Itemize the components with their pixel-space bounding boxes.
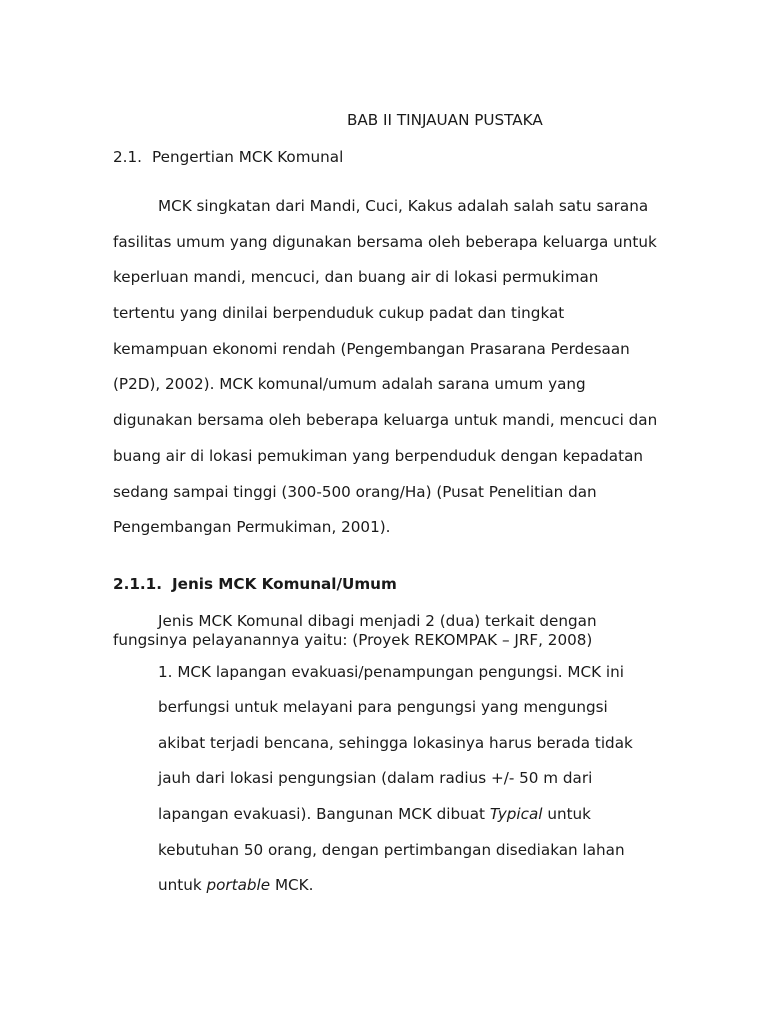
paragraph2-line: Jenis MCK Komunal dibagi menjadi 2 (dua) terkait dengan [158, 612, 597, 630]
paragraph1-line: sedang sampai tinggi (300-500 orang/Ha) (Pusat Penelitian dan [113, 483, 597, 501]
list-text: untuk [158, 876, 207, 894]
list-item-line [158, 875, 313, 895]
paragraph1-line: fasilitas umum yang digunakan bersama oleh beberapa keluarga untuk [113, 233, 657, 251]
list-item-line: 1. MCK lapangan evakuasi/penampungan pengungsi. MCK ini [158, 663, 624, 681]
paragraph1-line: MCK singkatan dari Mandi, Cuci, Kakus adalah salah satu sarana [158, 197, 649, 215]
section-heading [113, 147, 343, 167]
paragraph1-line: tertentu yang dinilai berpenduduk cukup padat dan tingkat [113, 304, 565, 322]
subsection-number: 2.1.1. [113, 575, 163, 593]
list-italic-term: Typical [489, 805, 543, 823]
paragraph1-line: Pengembangan Permukiman, 2001). [113, 518, 391, 536]
list-item-line: jauh dari lokasi pengungsian (dalam radius +/- 50 m dari [158, 769, 593, 787]
paragraph2-line: fungsinya pelayanannya yaitu: (Proyek REKOMPAK – JRF, 2008) [113, 631, 593, 649]
list-italic-term: portable [206, 876, 271, 894]
list-text: lapangan evakuasi). Bangunan MCK dibuat [158, 805, 490, 823]
paragraph1-line: kemampuan ekonomi rendah (Pengembangan Prasarana Perdesaan [113, 340, 630, 358]
list-item-line: berfungsi untuk melayani para pengungsi yang mengungsi [158, 698, 608, 716]
section-title: Pengertian MCK Komunal [151, 148, 344, 166]
list-text: MCK. [270, 876, 314, 894]
list-item-line: akibat terjadi bencana, sehingga lokasinya harus berada tidak [158, 734, 633, 752]
paragraph1-line: (P2D), 2002). MCK komunal/umum adalah sarana umum yang [113, 375, 586, 393]
list-item-line [158, 804, 591, 824]
list-item-line: kebutuhan 50 orang, dengan pertimbangan disediakan lahan [158, 841, 625, 859]
paragraph1-line: digunakan bersama oleh beberapa keluarga untuk mandi, mencuci dan [113, 411, 658, 429]
paragraph1-line: keperluan mandi, mencuci, dan buang air di lokasi permukiman [113, 268, 599, 286]
paragraph1-line: buang air di lokasi pemukiman yang berpenduduk dengan kepadatan [113, 447, 644, 465]
list-text: untuk [542, 805, 591, 823]
subsection-title: Jenis MCK Komunal/Umum [172, 575, 397, 593]
subsection-heading [113, 574, 397, 594]
section-number: 2.1. [113, 148, 142, 166]
chapter-title: BAB II TINJAUAN PUSTAKA [347, 111, 543, 129]
